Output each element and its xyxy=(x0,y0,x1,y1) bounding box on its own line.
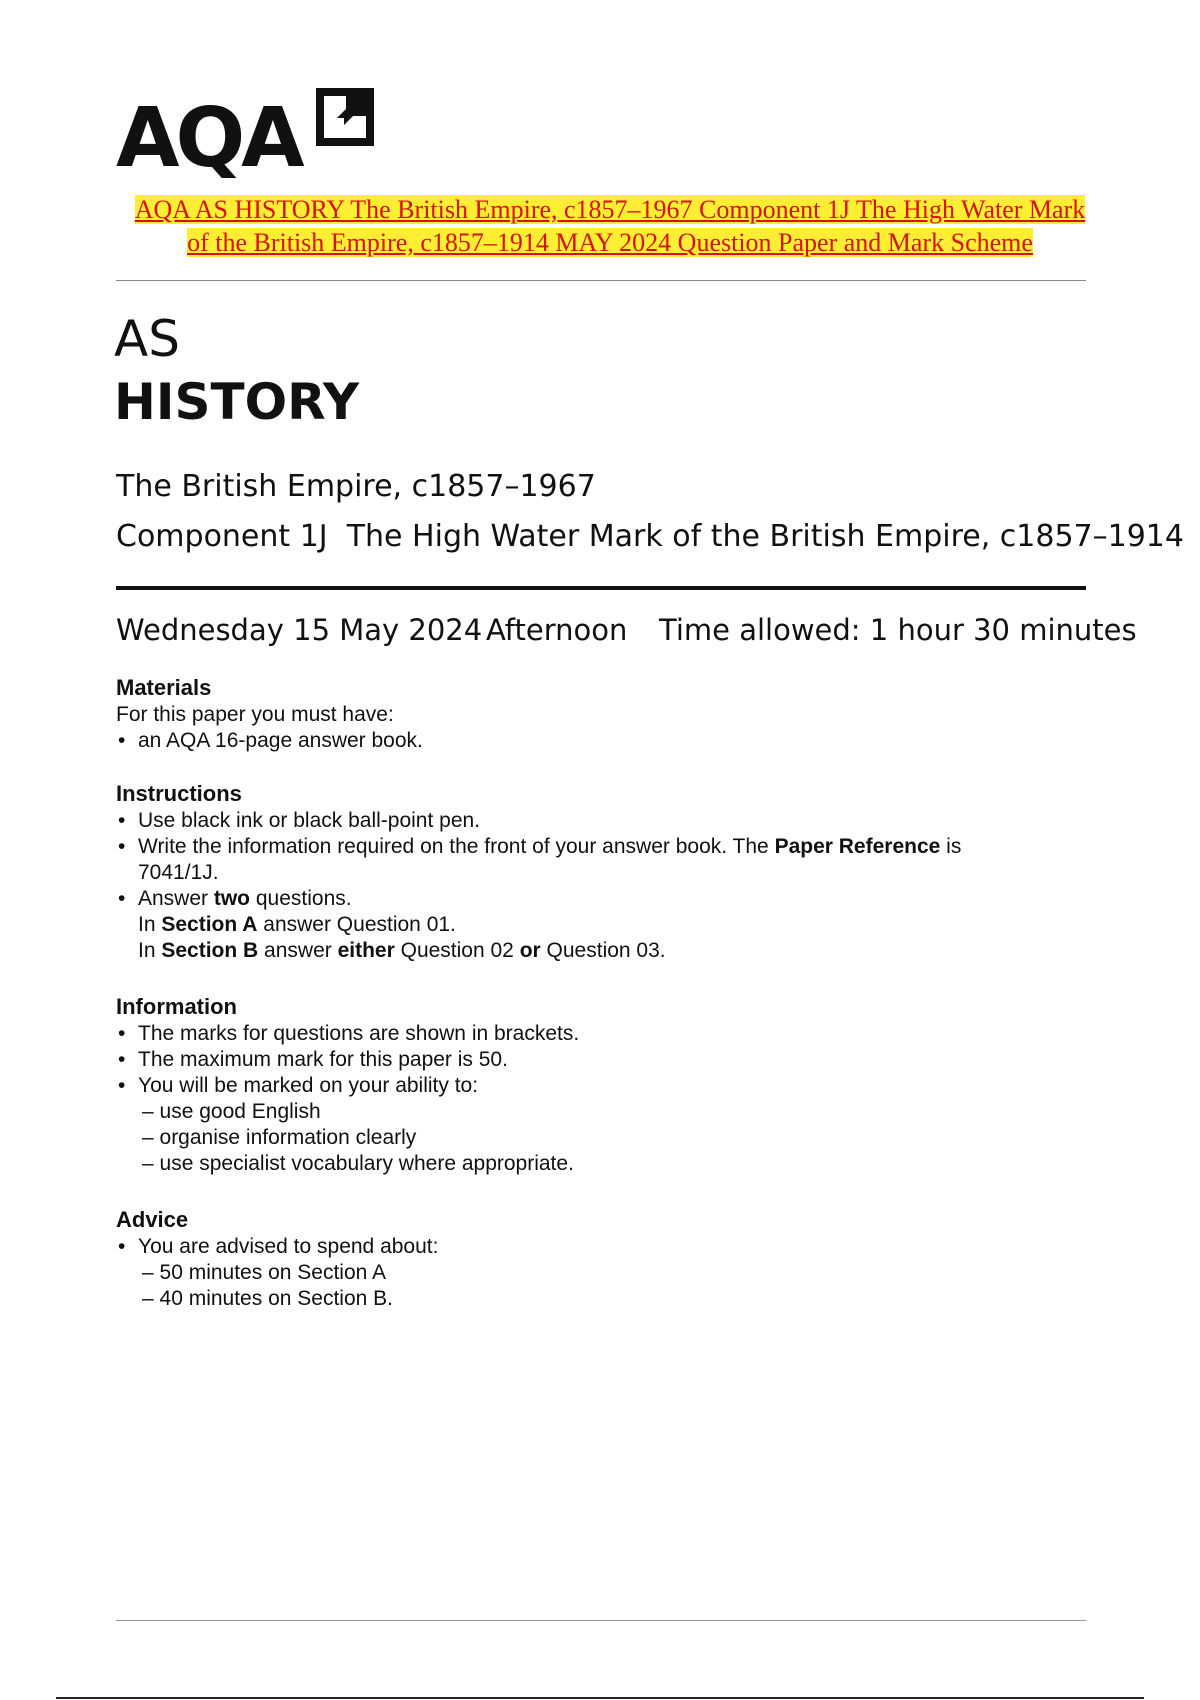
aqa-logo xyxy=(116,88,376,184)
information-item: • You will be marked on your ability to: xyxy=(116,1073,1096,1099)
information-item: • The maximum mark for this paper is 50. xyxy=(116,1047,1096,1073)
information-item: • The marks for questions are shown in brackets. xyxy=(116,1021,1096,1047)
header-divider xyxy=(116,280,1086,281)
subject-title: HISTORY xyxy=(114,373,360,431)
banner-line-1: AQA AS HISTORY The British Empire, c1857–1967 Component 1J The High Water Mark xyxy=(134,195,1086,224)
instruction-item: • Use black ink or black ball-point pen. xyxy=(116,808,1096,834)
information-subitem: – organise information clearly xyxy=(142,1126,417,1149)
advice-item: • You are advised to spend about: xyxy=(116,1234,1096,1260)
instructions-section xyxy=(116,780,1096,964)
bottom-divider xyxy=(116,1620,1086,1621)
advice-heading: Advice xyxy=(116,1207,189,1232)
section-a-instruction: In Section A answer Question 01. xyxy=(138,913,456,936)
advice-subitem: – 50 minutes on Section A xyxy=(142,1261,386,1284)
exam-date: Wednesday 15 May 2024 xyxy=(116,613,483,647)
information-subitem: – use specialist vocabulary where appropriate. xyxy=(142,1152,574,1175)
instruction-item: • Write the information required on the front of your answer book. The Paper Reference is 7041/1J. xyxy=(116,834,1096,886)
advice-section xyxy=(116,1206,1096,1312)
paper-title: The British Empire, c1857–1967 xyxy=(116,469,596,504)
page-footer-rule xyxy=(56,1697,1144,1699)
materials-intro: For this paper you must have: xyxy=(116,703,394,726)
document-banner-title[interactable] xyxy=(80,193,1140,259)
materials-heading: Materials xyxy=(116,675,212,700)
exam-time-allowed: Time allowed: 1 hour 30 minutes xyxy=(659,613,1137,647)
logo-text: AQA xyxy=(116,91,301,186)
instruction-item: • Answer two questions. xyxy=(116,886,1096,912)
instructions-heading: Instructions xyxy=(116,781,242,806)
component-title: Component 1J The High Water Mark of the British Empire, c1857–1914 xyxy=(116,519,1184,554)
qualification-level: AS xyxy=(114,310,180,368)
advice-subitem: – 40 minutes on Section B. xyxy=(142,1287,393,1310)
information-section xyxy=(116,993,1096,1177)
section-b-instruction: In Section B answer either Question 02 or Question 03. xyxy=(138,939,666,962)
aqa-logo-mark-icon xyxy=(316,88,374,146)
information-heading: Information xyxy=(116,994,237,1019)
banner-line-2: of the British Empire, c1857–1914 MAY 2024 Question Paper and Mark Scheme xyxy=(187,228,1033,257)
materials-item: • an AQA 16-page answer book. xyxy=(116,728,1096,754)
materials-section xyxy=(116,674,1096,754)
title-divider xyxy=(116,586,1086,590)
exam-info-row xyxy=(116,610,1137,650)
information-subitem: – use good English xyxy=(142,1100,321,1123)
exam-session: Afternoon xyxy=(486,613,628,647)
